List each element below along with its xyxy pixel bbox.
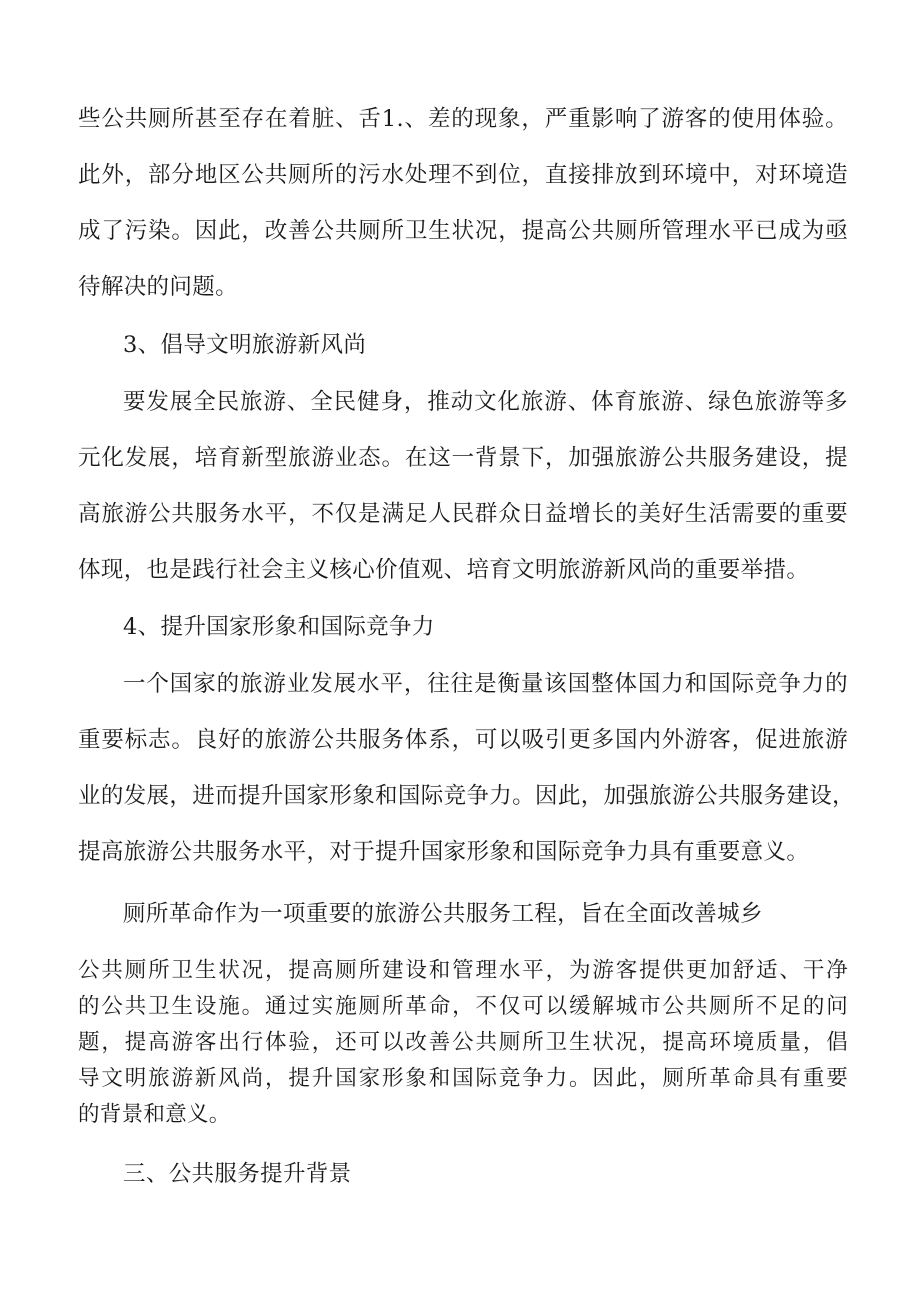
- paragraph-line: 公共厕所卫生状况，提高厕所建设和管理水平，为游客提供更加舒适、干净: [78, 958, 848, 983]
- section-heading: 4、提升国家形象和国际竞争力: [123, 614, 435, 640]
- paragraph-line: 的背景和意义。: [78, 1102, 231, 1127]
- paragraph-line: 要发展全民旅游、全民健身，推动文化旅游、体育旅游、绿色旅游等多: [123, 389, 848, 415]
- paragraph-line: 导文明旅游新风尚，提升国家形象和国际竞争力。因此，厕所革命具有重要: [78, 1066, 848, 1091]
- section-heading: 3、倡导文明旅游新风尚: [123, 332, 367, 358]
- section-heading: 三、公共服务提升背景: [123, 1161, 352, 1187]
- paragraph-line: 此外，部分地区公共厕所的污水处理不到位，直接排放到环境中，对环境造: [78, 162, 848, 188]
- paragraph-line: 重要标志。良好的旅游公共服务体系，可以吸引更多国内外游客，促进旅游: [78, 727, 848, 753]
- paragraph-line: 一个国家的旅游业发展水平，往往是衡量该国整体国力和国际竞争力的: [123, 671, 848, 697]
- paragraph-line: 题，提高游客出行体验，还可以改善公共厕所卫生状况，提高环境质量，倡: [78, 1030, 848, 1055]
- paragraph-line: 元化发展，培育新型旅游业态。在这一背景下，加强旅游公共服务建设，提: [78, 445, 848, 471]
- paragraph-line: 体现，也是践行社会主义核心价值观、培育文明旅游新风尚的重要举措。: [78, 557, 810, 583]
- paragraph-line: 待解决的问题。: [78, 274, 238, 300]
- paragraph-line: 业的发展，进而提升国家形象和国际竞争力。因此，加强旅游公共服务建设，: [78, 783, 855, 809]
- paragraph-line: 提高旅游公共服务水平，对于提升国家形象和国际竞争力具有重要意义。: [78, 839, 810, 865]
- paragraph-line: 高旅游公共服务水平，不仅是满足人民群众日益增长的美好生活需要的重要: [78, 501, 848, 527]
- paragraph-line: 厕所革命作为一项重要的旅游公共服务工程，旨在全面改善城乡: [123, 901, 763, 927]
- paragraph-line: 的公共卫生设施。通过实施厕所革命，不仅可以缓解城市公共厕所不足的问: [78, 994, 848, 1019]
- paragraph-line: 成了污染。因此，改善公共厕所卫生状况，提高公共厕所管理水平已成为亟: [78, 218, 848, 244]
- paragraph-line: 些公共厕所甚至存在着脏、舌1.、差的现象，严重影响了游客的使用体验。: [78, 106, 848, 132]
